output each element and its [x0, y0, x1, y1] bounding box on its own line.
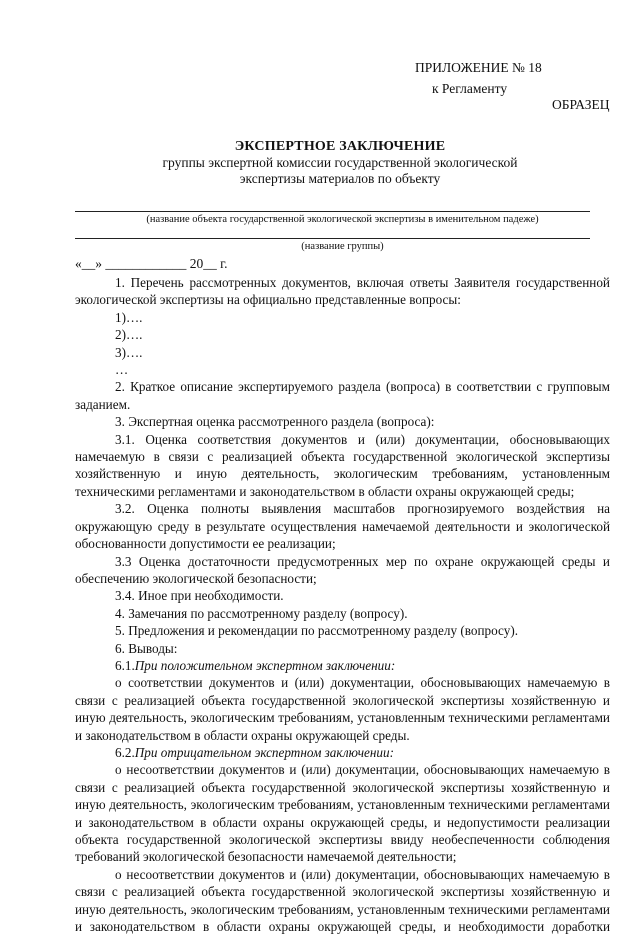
- section-3-2: 3.2. Оценка полноты выявления масштабов прогнозируемого воздействия на окружающую среду в результате осуществления намечаемой деятельности и экологической обоснованности допустимости ее реализации;: [75, 501, 610, 552]
- section-6-2-text-a: о несоответствии документов и (или) документации, обосновывающих намечаемую в связи с реализацией объекта государственной экологической экспертизы хозяйственную и иную деятельность, экологическим требованиям, установленным техническими регламентами и законодательством в области охраны окружающей среды, и недопустимости реализации объекта государственной экологической экспертизы ввиду необеспеченности соблюдения требований экологической безопасности намечаемой деятельности;: [75, 762, 610, 865]
- document-title: ЭКСПЕРТНОЕ ЗАКЛЮЧЕНИЕ: [234, 139, 446, 154]
- section-3: 3. Экспертная оценка рассмотренного раздела (вопроса):: [115, 414, 435, 430]
- group-name-line: [75, 238, 590, 239]
- section-6-1-label: При положительном экспертном заключении:: [134, 657, 396, 673]
- section-6-2-heading: [75, 744, 610, 761]
- group-name-caption: (название группы): [301, 241, 384, 252]
- section-4: 4. Замечания по рассмотренному разделу (вопросу).: [115, 605, 408, 621]
- section-3-1: 3.1. Оценка соответствия документов и (или) документации, обосновывающих намечаемую в связи с реализацией объекта государственной экологической экспертизы хозяйственную и иную деятельность, экологическим требованиям, установленным техническими регламентами и законодательством в области охраны окружающей среды;: [75, 431, 610, 499]
- section-6-1-text: о соответствии документов и (или) документации, обосновывающих намечаемую в связи с реализацией объекта государственной экологической экспертизы хозяйственную и иную деятельность, экологическим требованиям, установленным техническими регламентами и законодательством в области охраны окружающей среды.: [75, 675, 610, 743]
- section-3-4: 3.4. Иное при необходимости.: [115, 588, 284, 604]
- object-name-line: [75, 211, 590, 212]
- object-name-caption: (название объекта государственной экологической экспертизы в именительном падеже): [146, 214, 539, 225]
- section-6-2-label: При отрицательном экспертном заключении:: [134, 744, 394, 760]
- section-6-1-heading: [75, 657, 610, 674]
- regulation-reference: к Регламенту: [432, 81, 508, 96]
- section-5: 5. Предложения и рекомендации по рассмотренному разделу (вопросу).: [115, 623, 519, 639]
- section-6: 6. Выводы:: [115, 640, 178, 656]
- document-body: [75, 274, 610, 935]
- title-line-1: группы экспертной комиссии государственной экологической: [162, 155, 518, 170]
- annex-number: ПРИЛОЖЕНИЕ № 18: [415, 60, 542, 75]
- section-1: 1. Перечень рассмотренных документов, включая ответы Заявителя государственной экологической экспертизы на официально представленные вопросы:: [75, 275, 610, 308]
- title-line-2: экспертизы материалов по объекту: [239, 171, 441, 186]
- section-1-item-2: 2)….: [115, 327, 143, 343]
- section-6-2-number: 6.2.: [115, 744, 135, 760]
- section-2: 2. Краткое описание экспертируемого раздела (вопроса) в соответствии с групповым заданием.: [75, 379, 610, 412]
- section-1-ellipsis: …: [115, 362, 129, 378]
- date-field: «__» ____________ 20__ г.: [75, 256, 228, 271]
- section-3-3: 3.3 Оценка достаточности предусмотренных мер по охране окружающей среды и обеспечению экологической безопасности;: [75, 553, 610, 586]
- sample-label: ОБРАЗЕЦ: [552, 97, 610, 112]
- section-6-1-number: 6.1.: [115, 657, 135, 673]
- section-1-item-3: 3)….: [115, 344, 143, 360]
- section-6-2-text-b: о несоответствии документов и (или) документации, обосновывающих намечаемую в связи с реализацией объекта государственной экологической экспертизы хозяйственную и иную деятельность, экологическим требованиям, установленным техническими регламентами и законодательством в области охраны окружающей среды, и необходимости доработки: [75, 866, 610, 935]
- section-1-item-1: 1)….: [115, 309, 143, 325]
